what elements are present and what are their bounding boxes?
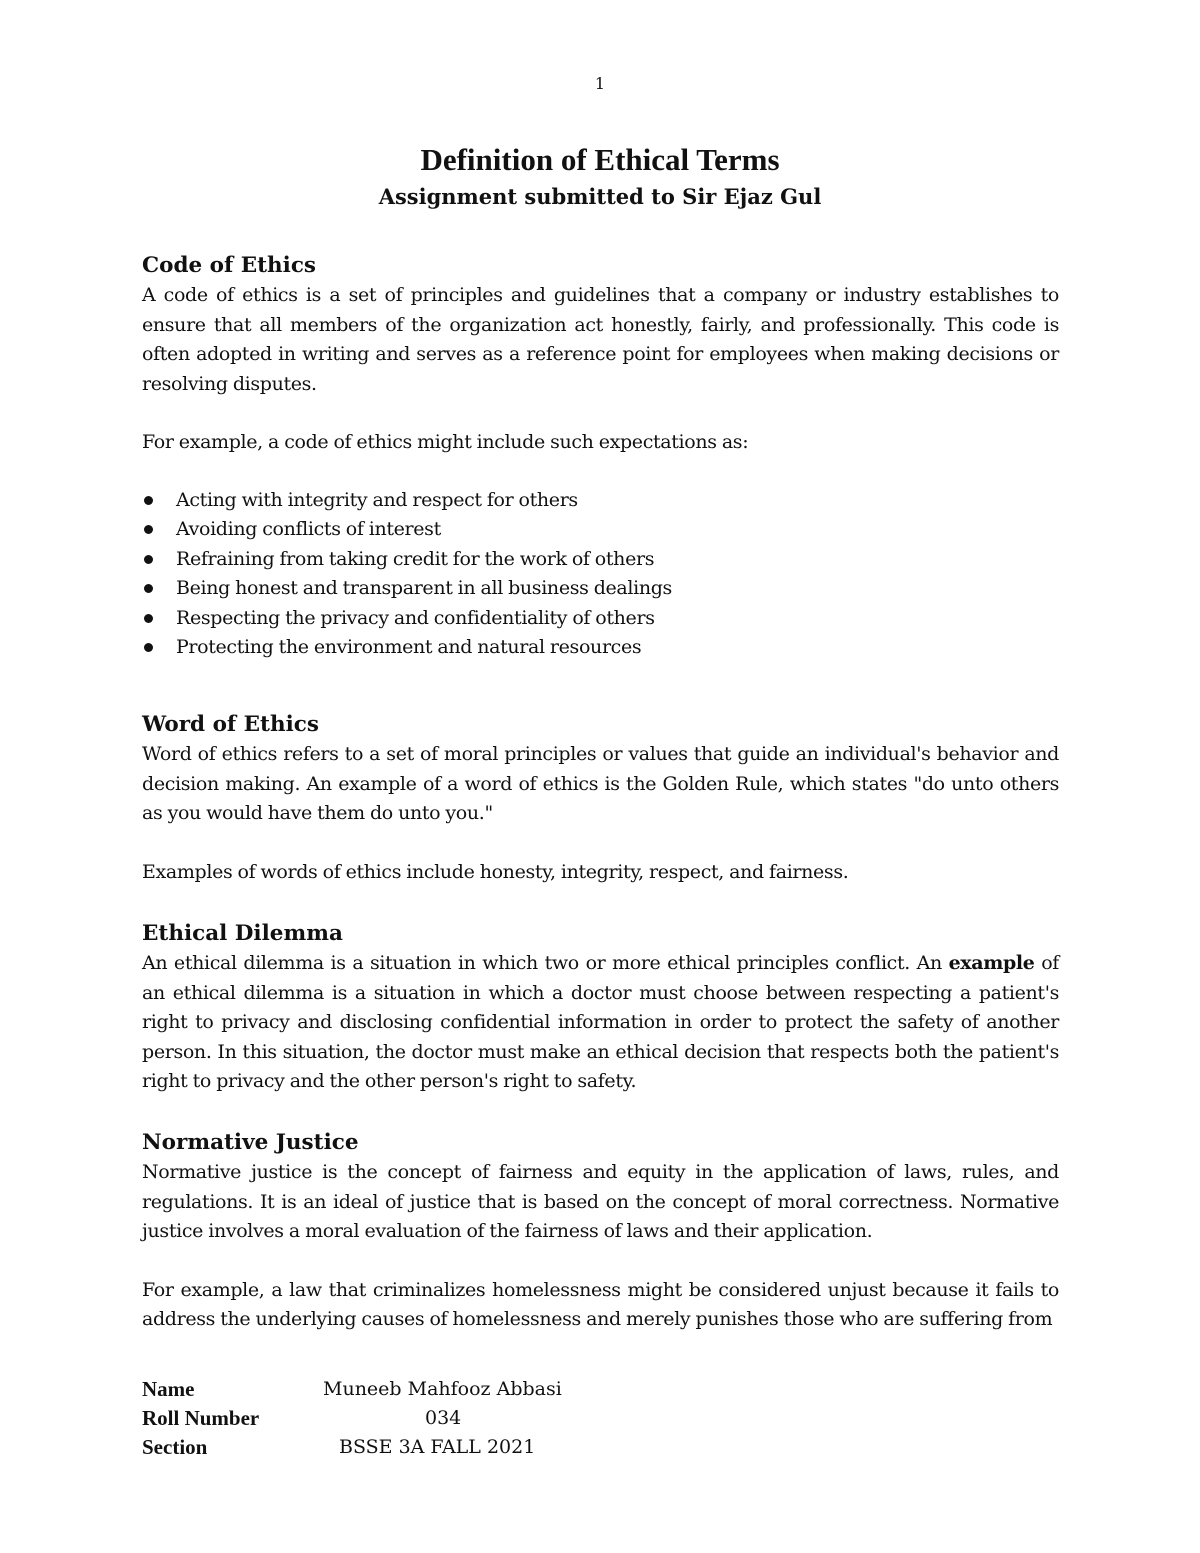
list-item: Acting with integrity and respect for others <box>142 486 1059 516</box>
example-intro: For example, a code of ethics might include such expectations as: <box>142 431 749 453</box>
info-row-roll-number <box>142 1404 842 1433</box>
bullet-icon <box>144 525 153 534</box>
section-heading: Word of Ethics <box>142 712 319 737</box>
section-paragraph: An ethical dilemma is a situation in which two or more ethical principles conflict. An example of an ethical dilemma is a situation in which a doctor must choose between respecting a patient's right to privacy and disclosing confidential information in order to protect the safety of another person. In this situation, the doctor must make an ethical decision that respects both the patient's right to privacy and the other person's right to safety. <box>142 952 1059 1092</box>
list-item: Being honest and transparent in all business dealings <box>142 574 1059 604</box>
section-heading: Ethical Dilemma <box>142 921 343 946</box>
list-item: Refraining from taking credit for the work of others <box>142 545 1059 575</box>
section-paragraph: Word of ethics refers to a set of moral principles or values that guide an individual's behavior and decision making. An example of a word of ethics is the Golden Rule, which states "do unto others as you would have them do unto you." <box>142 743 1059 824</box>
section-paragraph: A code of ethics is a set of principles and guidelines that a company or industry establishes to ensure that all members of the organization act honestly, fairly, and professionally. This code is often adopted in writing and serves as a reference point for employees when making decisions or resolving disputes. <box>142 284 1059 395</box>
list-item: Respecting the privacy and confidentiality of others <box>142 604 1059 634</box>
example-paragraph: For example, a law that criminalizes homelessness might be considered unjust because it fails to address the underlying causes of homelessness and merely punishes those who are suffering from <box>142 1278 1059 1330</box>
document-title: Definition of Ethical Terms <box>420 142 780 177</box>
examples-paragraph: Examples of words of ethics include honesty, integrity, respect, and fairness. <box>142 860 849 883</box>
bullet-icon <box>144 496 153 505</box>
bullet-icon <box>144 555 153 564</box>
bold-word: example <box>948 952 1035 974</box>
section-ethical-dilemma <box>142 919 1059 1097</box>
section-word-of-ethics <box>142 710 1059 887</box>
student-info <box>142 1375 842 1462</box>
section-normative-justice <box>142 1128 1059 1335</box>
section-code-of-ethics <box>142 251 1059 663</box>
info-value: 034 <box>425 1407 462 1429</box>
bullet-icon <box>144 584 153 593</box>
expectations-list <box>142 486 1059 663</box>
info-row-name <box>142 1375 842 1404</box>
info-label: Name <box>142 1377 195 1401</box>
list-item: Avoiding conflicts of interest <box>142 515 1059 545</box>
info-label: Section <box>142 1435 208 1459</box>
bullet-icon <box>144 614 153 623</box>
section-paragraph: Normative justice is the concept of fairness and equity in the application of laws, rules, and regulations. It is an ideal of justice that is based on the concept of moral correctness. Normative justice involves a moral evaluation of the fairness of laws and their application. <box>142 1161 1059 1242</box>
info-value: Muneeb Mahfooz Abbasi <box>323 1378 562 1400</box>
bullet-icon <box>144 643 153 652</box>
info-label: Roll Number <box>142 1406 260 1430</box>
info-row-section <box>142 1433 842 1462</box>
page-number: 1 <box>594 74 606 93</box>
section-heading: Code of Ethics <box>142 253 317 278</box>
section-heading: Normative Justice <box>142 1130 359 1155</box>
document-subtitle: Assignment submitted to Sir Ejaz Gul <box>378 184 822 209</box>
info-value: BSSE 3A FALL 2021 <box>339 1436 536 1458</box>
list-item: Protecting the environment and natural resources <box>142 633 1059 663</box>
